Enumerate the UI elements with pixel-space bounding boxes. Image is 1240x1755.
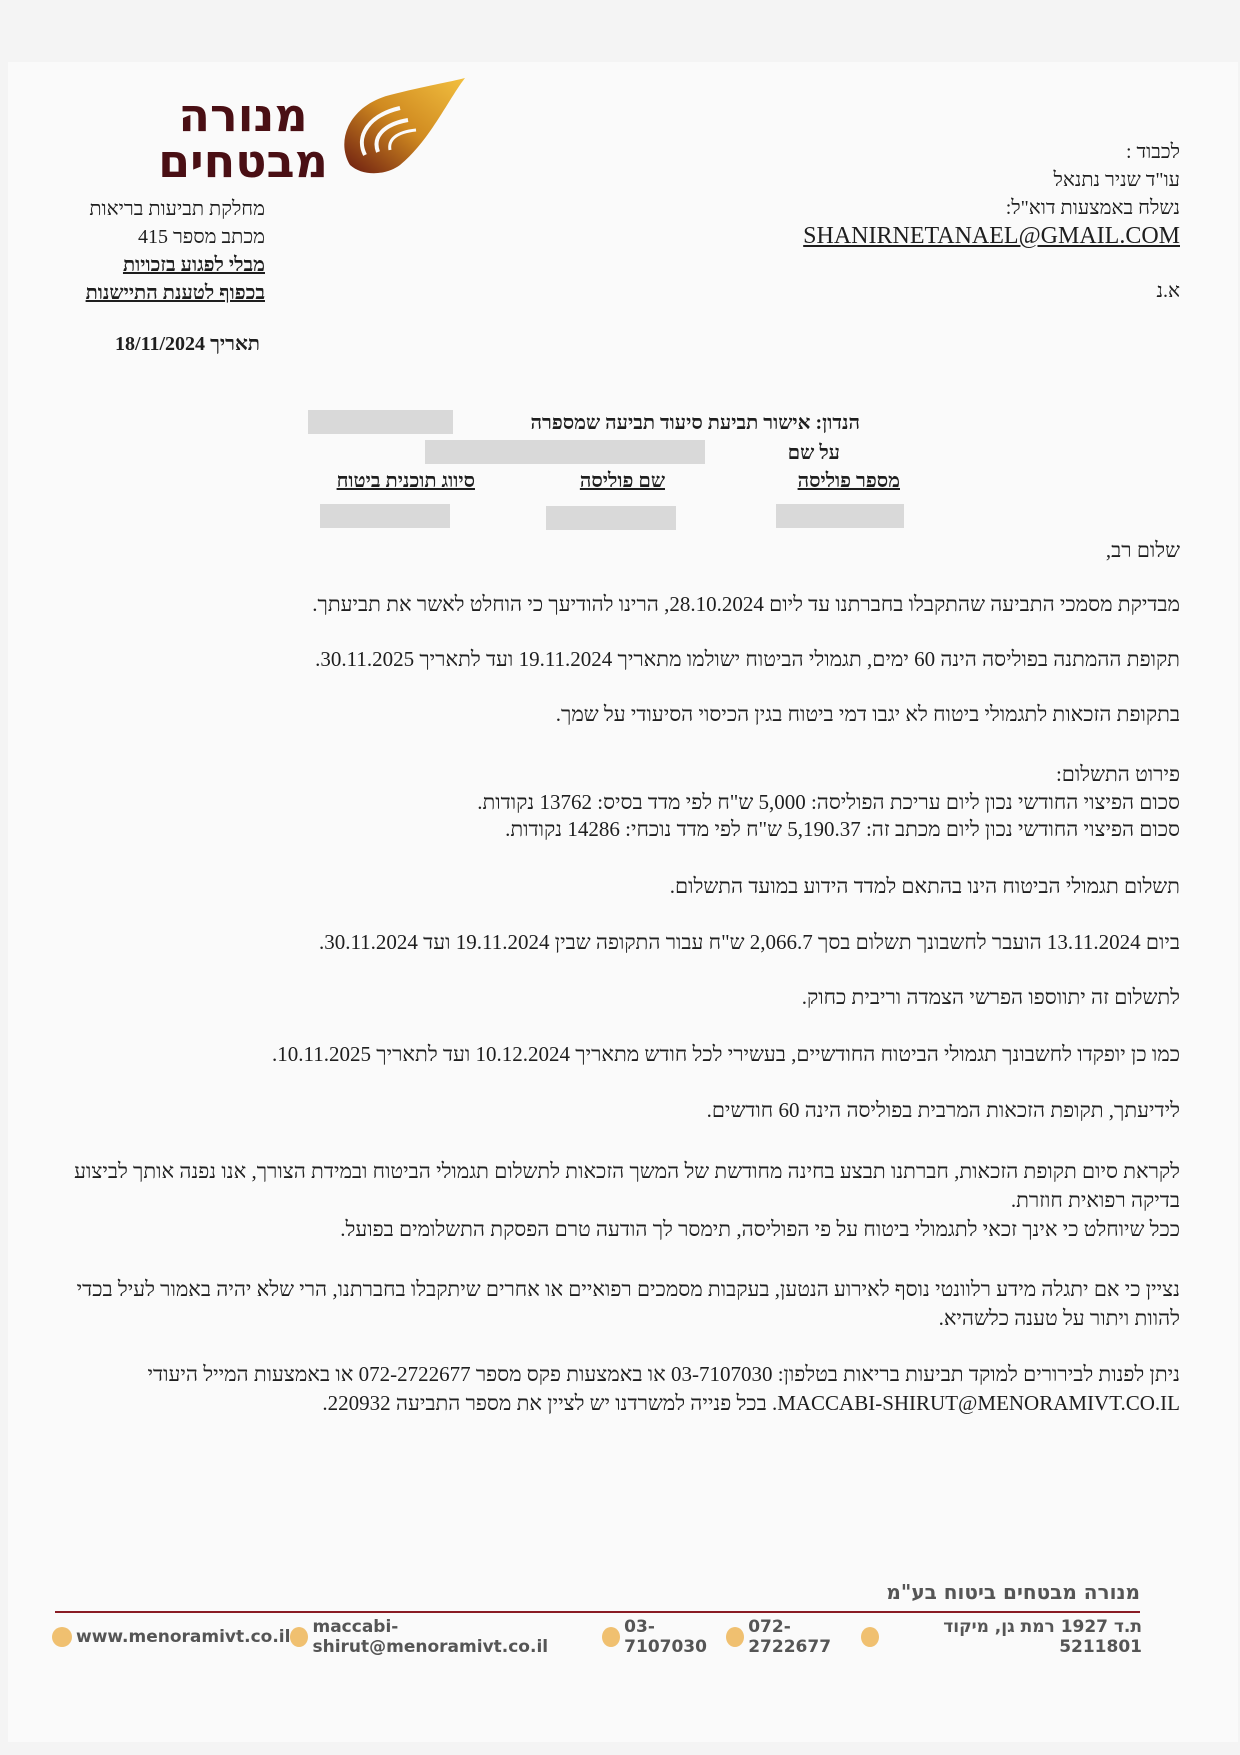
paragraph-index: תשלום תגמולי הביטוח הינו בהתאם למדד הידוע במועד התשלום. [669,874,1180,898]
letter-number: מכתב מספר 415 [137,226,265,248]
paragraph-monthly-deposits: כמו כן יופקדו לחשבונך תגמולי הביטוח החודשיים, בעשירי לכל חודש מתאריך 10.12.2024 ועד לתאריך 10.11.2025. [272,1042,1180,1066]
paragraph-contact: ניתן לפנות לבירורים למוקד תביעות בריאות בטלפון: 03-7107030 או באמצעות פקס מספר 072-2722677 או באמצעות המייל היעודי MACCABI-SHIRUT@MENORAMIVT.CO.IL. בכל פנייה למשרדנו יש לציין את מספר התביעה 220932. [147,1362,1180,1415]
recipient-block [720,138,1180,250]
recipient-to: לכבוד : [1125,141,1180,163]
col-policy-name: שם פוליסה [579,470,665,492]
fax-icon [726,1627,744,1647]
footer-address: ת.ד 1927 רמת גן, מיקוד 5211801 [861,1617,1142,1657]
redacted-policy-number [776,504,904,528]
paragraph-linkage: לתשלום זה יתווספו הפרשי הצמדה וריבית כחוק. [801,985,1180,1009]
paragraph-first-payment: ביום 13.11.2024 הועבר לחשבונך תשלום בסך 2,066.7 ש"ח עבור התקופה שבין 19.11.2024 ועד 30.11.2024. [318,930,1180,954]
email-icon [290,1627,308,1647]
greeting: שלום רב, [1105,538,1180,562]
salutation-initials: א.נ [1156,280,1180,302]
department: מחלקת תביעות בריאות [89,198,265,220]
payment-line-current: סכום הפיצוי החודשי נכון ליום מכתב זה: 5,190.37 ש"ח לפי מדד נוכחי: 14286 נקודות. [505,817,1180,841]
paragraph-premium-waiver: בתקופת הזכאות לתגמולי ביטוח לא יגבו דמי ביטוח בגין הכיסוי הסיעודי על שמך. [555,702,1180,726]
sender-block [55,195,265,307]
footer-email[interactable]: maccabi-shirut@menoramivt.co.il [290,1617,602,1657]
redacted-claim-number [308,410,453,434]
payment-line-base: סכום הפיצוי החודשי נכון ליום עריכת הפוליסה: 5,000 ש"ח לפי מדד בסיס: 13762 נקודות. [477,790,1180,814]
location-icon [861,1627,879,1647]
company-logo-text [148,88,338,188]
footer-phone: 03-7107030 [602,1617,726,1657]
paragraph-waiting-period: תקופת ההמתנה בפוליסה הינה 60 ימים, תגמולי הביטוח ישולמו מתאריך 19.11.2024 ועד לתאריך 30.11.2025. [315,647,1180,671]
footer-contact-bar [52,1617,1142,1657]
recipient-email[interactable]: SHANIRNETANAEL@GMAIL.COM [803,223,1180,249]
globe-icon [52,1627,72,1647]
paragraph-max-period: לידיעתך, תקופת הזכאות המרבית בפוליסה הינה 60 חודשים. [706,1098,1180,1122]
col-plan-type: סיווג תוכנית ביטוח [336,470,475,492]
subject-line2: על שם [787,442,840,464]
notice-limitation: בכפוף לטענת התיישנות [85,282,265,304]
paragraph-termination-notice: ככל שיוחלט כי אינך זכאי לתגמולי ביטוח על פי הפוליסה, תימסר לך הודעה טרם הפסקת התשלומים בפועל. [340,1217,1180,1241]
paragraph-reservation: נציין כי אם יתגלה מידע רלוונטי נוסף לאירוע הנטען, בעקבות מסמכים רפואיים או אחרים שיתקבלו בחברתנו, הרי שלא יהיה באמור לעיל בכדי להוות ויתור על טענה כלשהיא. [76,1277,1180,1330]
redacted-plan-type [320,504,450,528]
letter-page [8,62,1238,1742]
paragraph-reexamination: לקראת סיום תקופת הזכאות, חברתנו תבצע בחינה מחודשת של המשך הזכאות לתשלום תגמולי הביטוח ובמידת הצורך, אנו נפנה אותך לביצוע בדיקה רפואית חוזרת. [74,1159,1180,1212]
sent-via: נשלח באמצעות דוא"ל: [1005,197,1180,219]
payment-title: פירוט התשלום: [1055,762,1180,786]
redacted-policy-name [546,506,676,530]
redacted-insured-name [425,440,705,464]
letter-date: תאריך 18/11/2024 [115,333,260,355]
logo-line1: מנורה [178,88,308,142]
subject-line1: הנדון: אישור תביעת סיעוד תביעה שמספרה [530,412,860,434]
phone-icon [602,1627,620,1647]
recipient-name: עו"ד שניר נתנאל [1053,169,1180,191]
footer-fax: 072-2722677 [726,1617,861,1657]
col-policy-number: מספר פוליסה [797,470,900,492]
footer-website[interactable]: www.menoramivt.co.il [52,1627,290,1647]
paragraph-approval: מבדיקת מסמכי התביעה שהתקבלו בחברתנו עד ליום 28.10.2024, הרינו להודיעך כי הוחלט לאשר את תביעתך. [312,592,1180,616]
notice-without-prejudice: מבלי לפגוע בזכויות [122,254,265,276]
footer-divider [55,1611,1140,1613]
logo-line2: מבטחים [158,134,328,188]
logo-swirl-icon [330,70,470,180]
footer-company-name: מנורה מבטחים ביטוח בע"מ [886,1580,1140,1604]
